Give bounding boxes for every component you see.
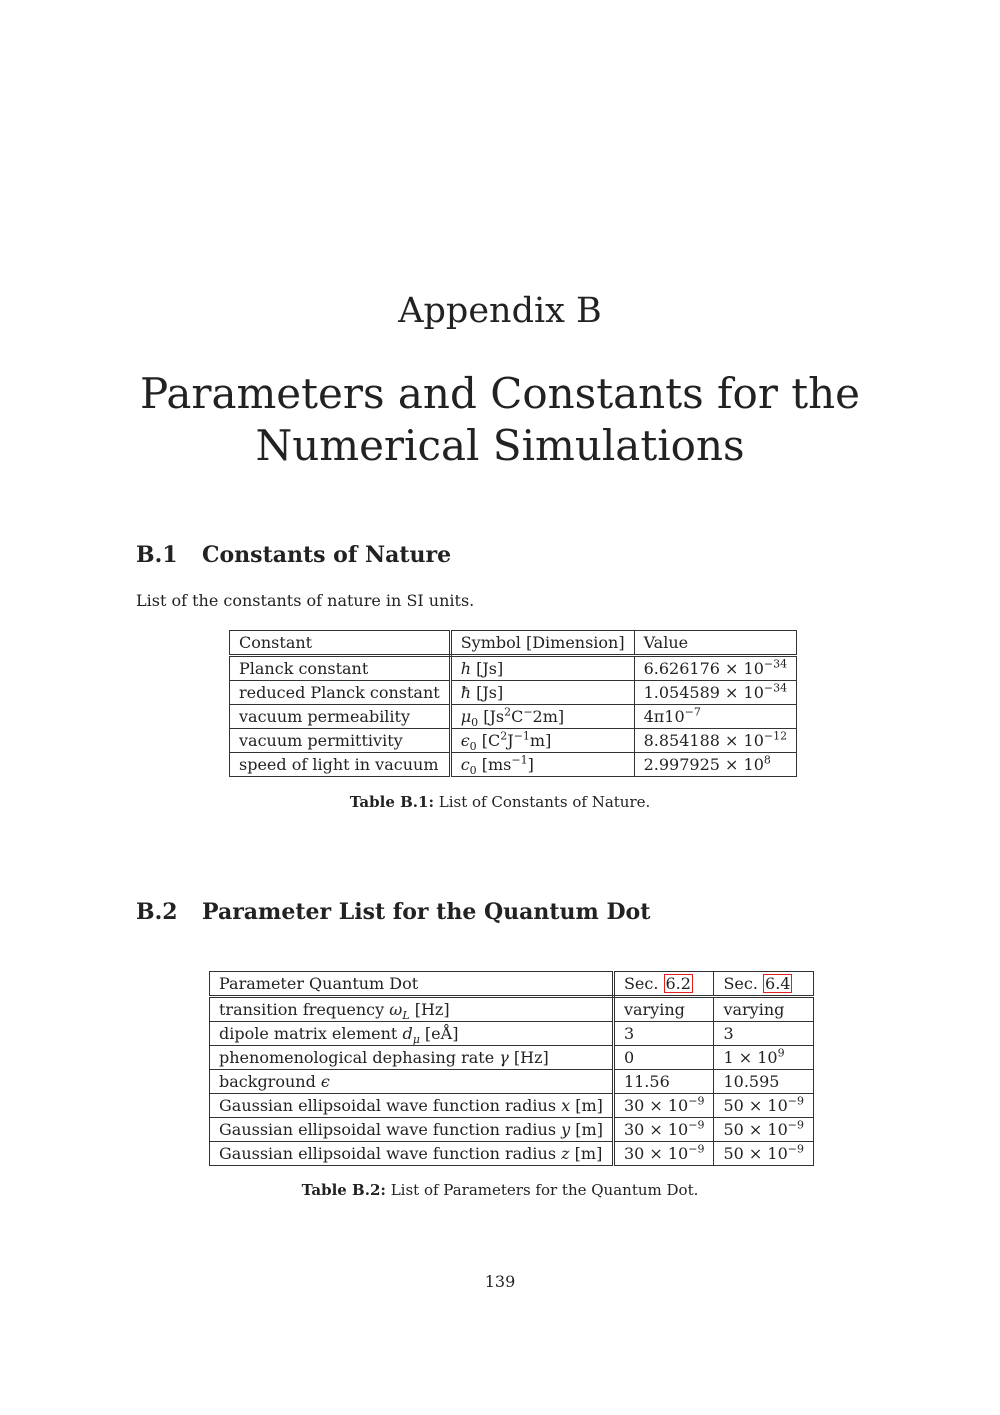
constant-symbol: $\epsilon_0$ $[C^2J^{-1}m]$ [450, 729, 634, 753]
section-title: Parameter List for the Quantum Dot [202, 899, 651, 925]
section-heading-b1 [136, 541, 451, 569]
table-row [230, 753, 797, 777]
page-number: 139 [484, 1272, 516, 1291]
section-reference-link[interactable]: 6.2 [665, 974, 691, 993]
parameter-value-sec-6-4: $50 \times 10^{-9}$ [714, 1094, 814, 1118]
table-row [210, 997, 814, 1022]
chapter-title-line-2: Numerical Simulations [255, 421, 745, 470]
parameter-value-sec-6-2: 3 [613, 1022, 714, 1046]
table-row [210, 1094, 814, 1118]
parameter-value-sec-6-4: $50 \times 10^{-9}$ [714, 1118, 814, 1142]
parameter-name: transition frequency $\omega_L$ [Hz] [210, 997, 614, 1022]
constant-value: $2.997925 \times 10^8$ [634, 753, 797, 777]
appendix-label: Appendix B [398, 291, 602, 331]
table-row [210, 1022, 814, 1046]
constants-table [229, 630, 797, 777]
parameter-name: dipole matrix element $d_\mu$ [eÅ] [210, 1022, 614, 1046]
header-sec-6-2: Sec. 6.2 [613, 972, 714, 997]
constant-value: $1.054589 \times 10^{-34}$ [634, 681, 797, 705]
parameter-name: phenomenological dephasing rate γ [Hz] [210, 1046, 614, 1070]
header-symbol: Symbol [Dimension] [450, 631, 634, 656]
constant-name: vacuum permittivity [230, 729, 451, 753]
constant-name: reduced Planck constant [230, 681, 451, 705]
caption-text: List of Constants of Nature. [433, 793, 651, 811]
parameter-value-sec-6-2: $30 \times 10^{-9}$ [613, 1094, 714, 1118]
table-row [210, 1046, 814, 1070]
constant-symbol: $c_0$ $[ms^{-1}]$ [450, 753, 634, 777]
section-heading-b2 [136, 898, 650, 926]
table-row [230, 705, 797, 729]
parameter-value-sec-6-4: $50 \times 10^{-9}$ [714, 1142, 814, 1166]
parameter-name: background ϵ [210, 1070, 614, 1094]
table-row [230, 681, 797, 705]
constant-name: vacuum permeability [230, 705, 451, 729]
parameter-value-sec-6-4: 10.595 [714, 1070, 814, 1094]
table-row [230, 656, 797, 681]
quantum-dot-parameter-table [209, 971, 814, 1166]
table-row [210, 1118, 814, 1142]
parameter-value-sec-6-2: $30 \times 10^{-9}$ [613, 1142, 714, 1166]
table-header-row [210, 972, 814, 997]
constant-name: speed of light in vacuum [230, 753, 451, 777]
section-reference-link[interactable]: 6.4 [765, 974, 791, 993]
constant-symbol: $\mu_0$ [Js$^2$C−2m] [450, 705, 634, 729]
table-row [230, 729, 797, 753]
parameter-value-sec-6-2: $30 \times 10^{-9}$ [613, 1118, 714, 1142]
parameter-value-sec-6-4: 3 [714, 1022, 814, 1046]
parameter-value-sec-6-4: $1 \times 10^9$ [714, 1046, 814, 1070]
caption-label: Table B.2: [301, 1181, 386, 1199]
header-parameter: Parameter Quantum Dot [210, 972, 614, 997]
constant-name: Planck constant [230, 656, 451, 681]
constant-symbol: h [Js] [450, 656, 634, 681]
table-row [210, 1142, 814, 1166]
parameter-value-sec-6-4: varying [714, 997, 814, 1022]
header-constant: Constant [230, 631, 451, 656]
header-value: Value [634, 631, 797, 656]
parameter-name: Gaussian ellipsoidal wave function radius x [m] [210, 1094, 614, 1118]
parameter-name: Gaussian ellipsoidal wave function radius z [m] [210, 1142, 614, 1166]
parameter-value-sec-6-2: 11.56 [613, 1070, 714, 1094]
caption-text: List of Parameters for the Quantum Dot. [385, 1181, 699, 1199]
constant-value: $6.626176 \times 10^{-34}$ [634, 656, 797, 681]
parameter-value-sec-6-2: varying [613, 997, 714, 1022]
parameter-value-sec-6-2: 0 [613, 1046, 714, 1070]
table-header-row [230, 631, 797, 656]
section-title: Constants of Nature [202, 542, 452, 568]
constant-value: $4\pi 10^{-7}$ [634, 705, 797, 729]
section-intro-text: List of the constants of nature in SI units. [136, 591, 475, 610]
section-number: B.1 [136, 542, 178, 568]
table-caption-b2 [0, 1180, 1000, 1200]
caption-label: Table B.1: [349, 793, 434, 811]
table-caption-b1 [0, 792, 1000, 812]
constant-symbol: ħ [Js] [450, 681, 634, 705]
constant-value: $8.854188 \times 10^{-12}$ [634, 729, 797, 753]
chapter-title-line-1: Parameters and Constants for the [139, 369, 861, 418]
parameter-name: Gaussian ellipsoidal wave function radius y [m] [210, 1118, 614, 1142]
table-row [210, 1070, 814, 1094]
section-number: B.2 [136, 899, 178, 925]
chapter-title [0, 368, 1000, 472]
header-sec-6-4: Sec. 6.4 [714, 972, 814, 997]
